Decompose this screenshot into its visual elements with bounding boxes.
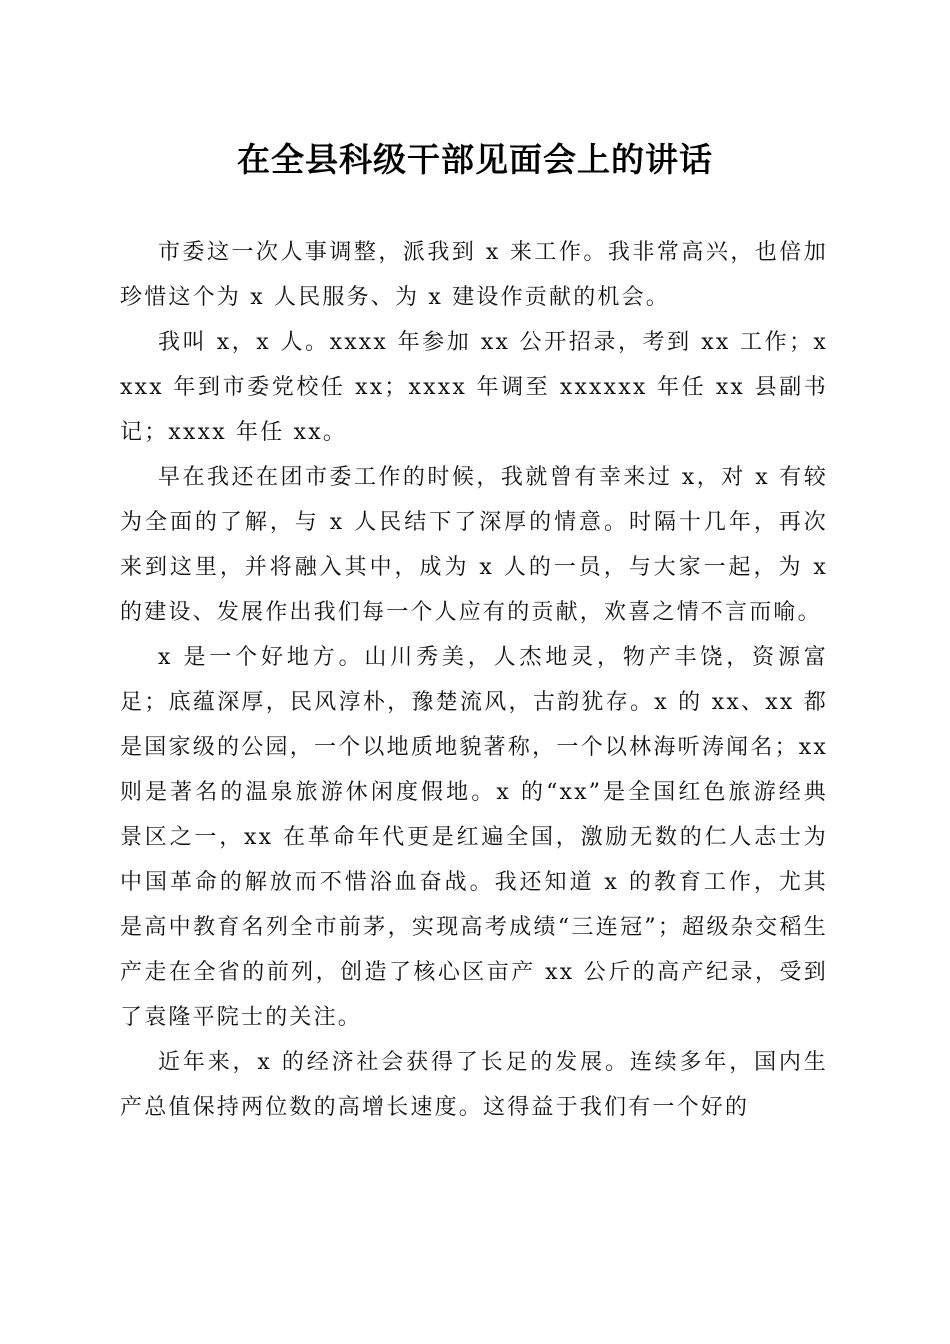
document-title: 在全县科级干部见面会上的讲话 [237,140,713,179]
paragraph: 近年来，x 的经济社会获得了长足的发展。连续多年，国内生产总值保持两位数的高增长速度。这得益于我们有一个好的 [120,1050,828,1120]
document-body [120,230,828,1130]
paragraph: x 是一个好地方。山川秀美，人杰地灵，物产丰饶，资源富足；底蕴深厚，民风淳朴，豫楚流风，古韵犹存。x 的 xx、xx 都是国家级的公园，一个以地质地貌著称，一个以林海听涛闻名；xx 则是著名的温泉旅游休闲度假地。x 的“xx”是全国红色旅游经典景区之一，xx 在革命年代更是红遍全国，激励无数的仁人志士为中国革命的解放而不惜浴血奋战。我还知道 x 的教育工作，尤其是高中教育名列全市前茅，实现高考成绩“三连冠”；超级杂交稻生产走在全省的前列，创造了核心区亩产 xx 公斤的高产纪录，受到了袁隆平院士的关注。 [120,645,828,1030]
paragraph: 市委这一次人事调整，派我到 x 来工作。我非常高兴，也倍加珍惜这个为 x 人民服务、为 x 建设作贡献的机会。 [120,240,828,310]
paragraph: 早在我还在团市委工作的时候，我就曾有幸来过 x，对 x 有较为全面的了解，与 x 人民结下了深厚的情意。时隔十几年，再次来到这里，并将融入其中，成为 x 人的一员，与大家一起，为 x 的建设、发展作出我们每一个人应有的贡献，欢喜之情不言而喻。 [120,465,828,625]
paragraph: 我叫 x，x 人。xxxx 年参加 xx 公开招录，考到 xx 工作；xxxx 年到市委党校任 xx；xxxx 年调至 xxxxxx 年任 xx 县副书记；xxxx 年任 xx。 [120,330,828,445]
